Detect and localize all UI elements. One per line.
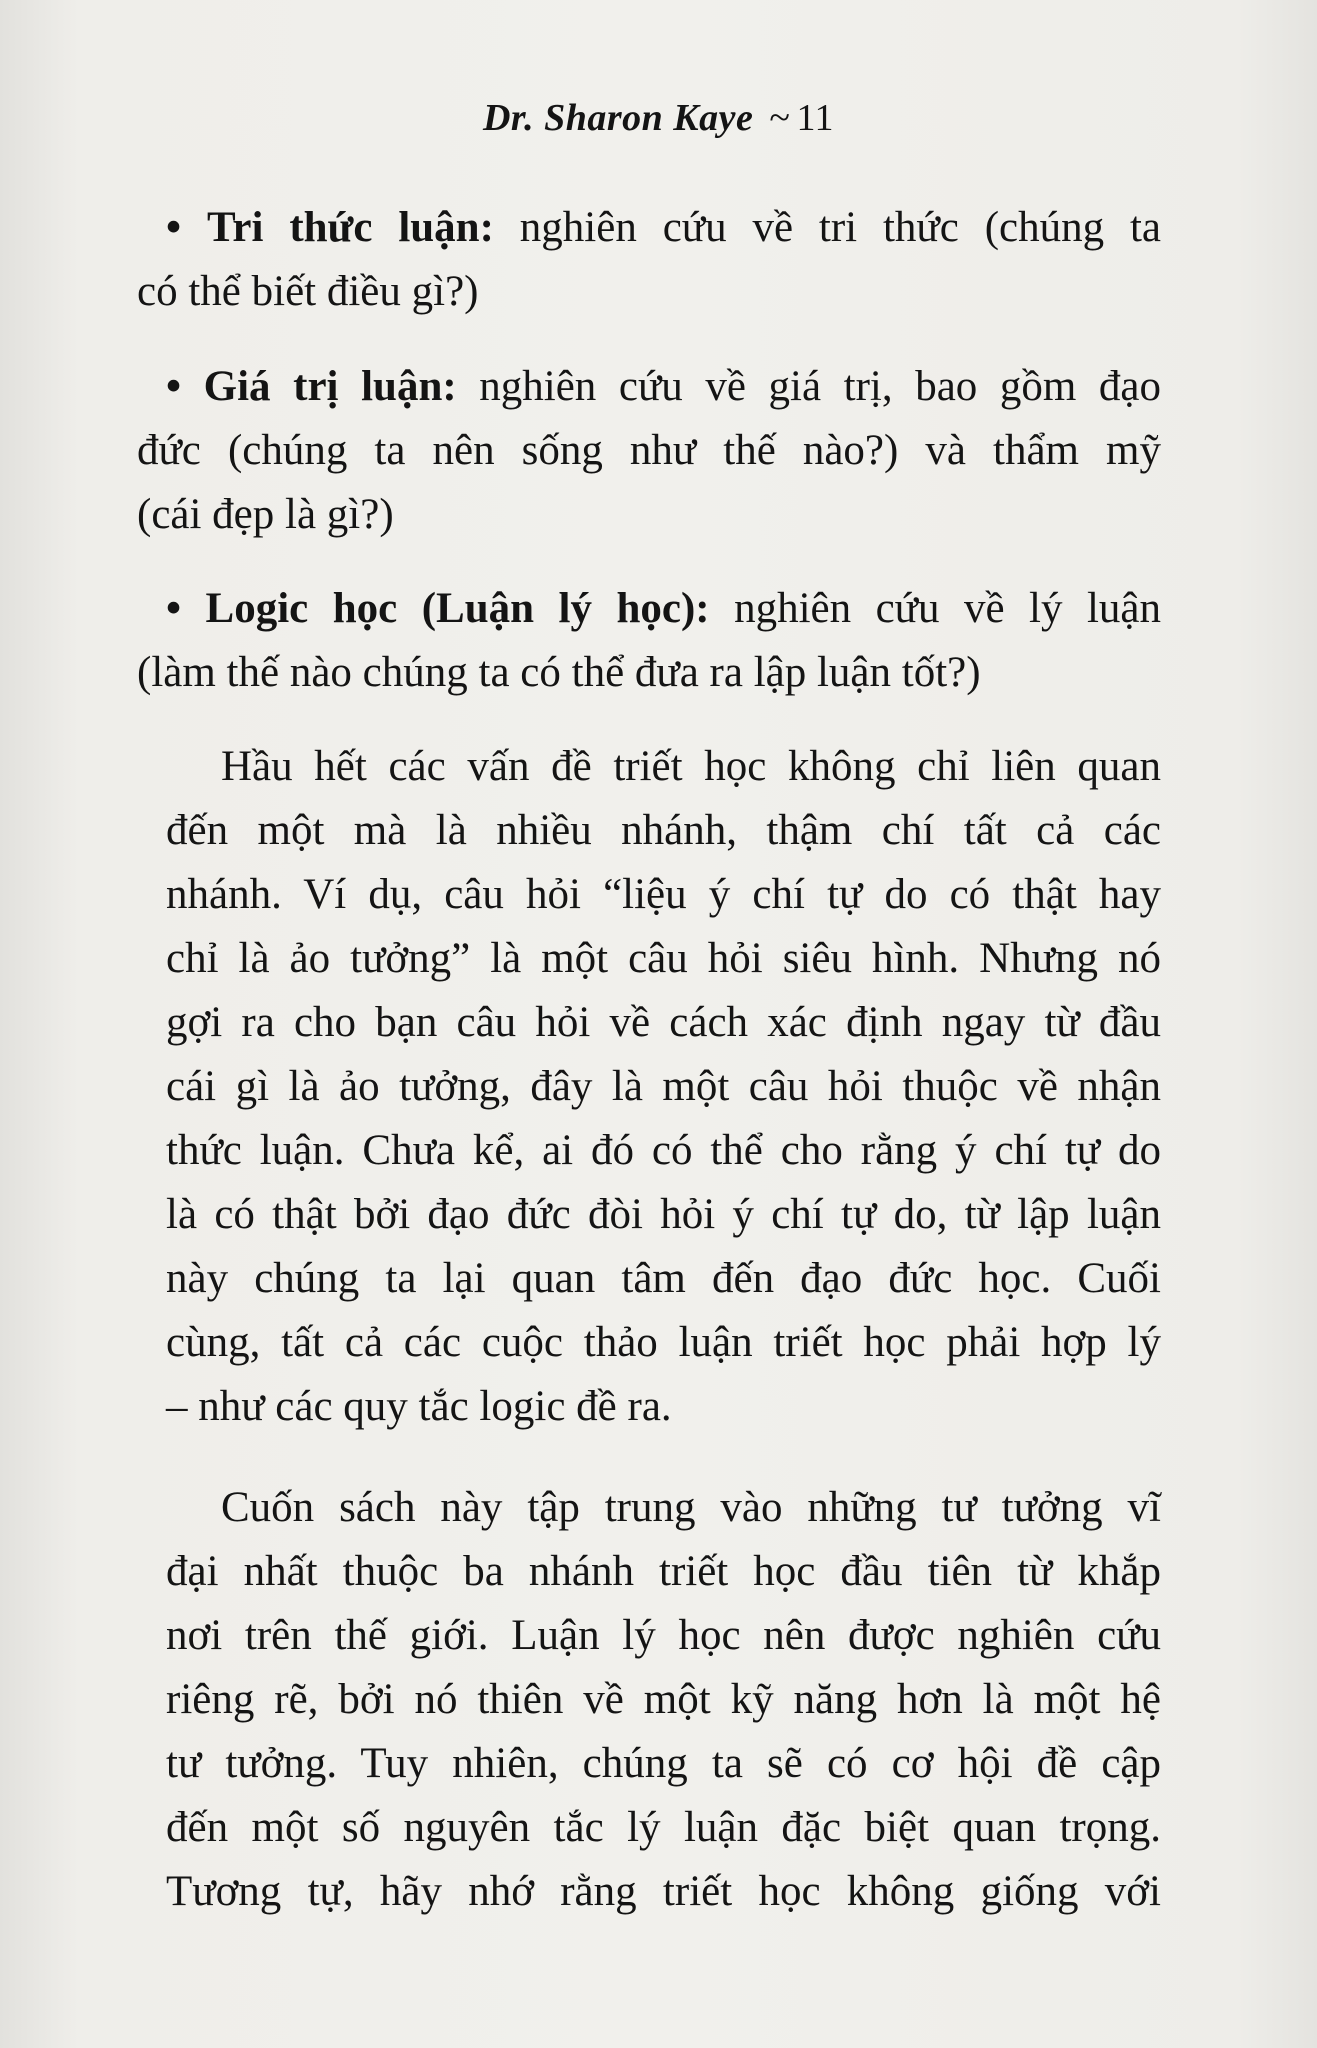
bullet-marker: • [166, 363, 182, 410]
bullet-line: có thể biết điều gì?) [137, 268, 479, 315]
bullet-line: đức (chúng ta nên sống như thế nào?) và thẩm mỹ [137, 427, 1161, 474]
paragraph-line: là có thật bởi đạo đức đòi hỏi ý chí tự do, từ lập luận [166, 1191, 1161, 1238]
paragraph-line: Hầu hết các vấn đề triết học không chỉ liên quan [221, 743, 1161, 790]
running-header [0, 96, 1317, 140]
bullet-item-epistemology [137, 196, 1161, 324]
paragraph-line: đến một số nguyên tắc lý luận đặc biệt quan trọng. [166, 1804, 1161, 1851]
paragraph-line: – như các quy tắc logic đề ra. [166, 1383, 672, 1430]
paragraph-line: nhánh. Ví dụ, câu hỏi “liệu ý chí tự do có thật hay [166, 871, 1161, 918]
paragraph-line: này chúng ta lại quan tâm đến đạo đức học. Cuối [166, 1255, 1161, 1302]
bullet-marker: • [166, 204, 182, 251]
bullet-text: nghiên cứu về giá trị, bao gồm đạo [456, 363, 1162, 410]
bullet-marker: • [166, 585, 182, 632]
header-author: Dr. Sharon Kaye [482, 97, 754, 139]
page-number: 11 [796, 97, 835, 139]
paragraph-line: Tương tự, hãy nhớ rằng triết học không giống với [166, 1868, 1161, 1915]
paragraph-2 [166, 1476, 1161, 1924]
bullet-text: nghiên cứu về tri thức (chúng ta [493, 204, 1161, 251]
paragraph-line: tư tưởng. Tuy nhiên, chúng ta sẽ có cơ hội đề cập [166, 1740, 1161, 1787]
bullet-line [166, 355, 1161, 419]
bullet-term: Giá trị luận: [203, 363, 457, 410]
bullet-line [166, 577, 1161, 641]
paragraph-line: Cuốn sách này tập trung vào những tư tưởng vĩ [221, 1484, 1161, 1531]
paragraph-line: đại nhất thuộc ba nhánh triết học đầu tiên từ khắp [166, 1548, 1161, 1595]
paragraph-line: cùng, tất cả các cuộc thảo luận triết học phải hợp lý [166, 1319, 1161, 1366]
paragraph-line: nơi trên thế giới. Luận lý học nên được nghiên cứu [166, 1612, 1161, 1659]
paragraph-line: riêng rẽ, bởi nó thiên về một kỹ năng hơn là một hệ [166, 1676, 1161, 1723]
paragraph-line: chỉ là ảo tưởng” là một câu hỏi siêu hình. Nhưng nó [166, 935, 1161, 982]
bullet-term: Logic học (Luận lý học): [205, 585, 710, 632]
paragraph-line: gợi ra cho bạn câu hỏi về cách xác định ngay từ đầu [166, 999, 1161, 1046]
paragraph-1 [166, 735, 1161, 1439]
header-separator: ~ [769, 97, 791, 139]
bullet-line: (cái đẹp là gì?) [137, 491, 394, 538]
bullet-line [166, 196, 1161, 260]
bullet-term: Tri thức luận: [206, 204, 494, 251]
bullet-item-axiology [137, 355, 1162, 547]
bullet-text: nghiên cứu về lý luận [709, 585, 1161, 632]
paragraph-line: thức luận. Chưa kể, ai đó có thể cho rằng ý chí tự do [166, 1127, 1161, 1174]
paragraph-line: cái gì là ảo tưởng, đây là một câu hỏi thuộc về nhận [166, 1063, 1161, 1110]
paragraph-line: đến một mà là nhiều nhánh, thậm chí tất cả các [166, 807, 1161, 854]
bullet-item-logic [137, 577, 1161, 705]
bullet-line: (làm thế nào chúng ta có thể đưa ra lập luận tốt?) [137, 649, 981, 696]
